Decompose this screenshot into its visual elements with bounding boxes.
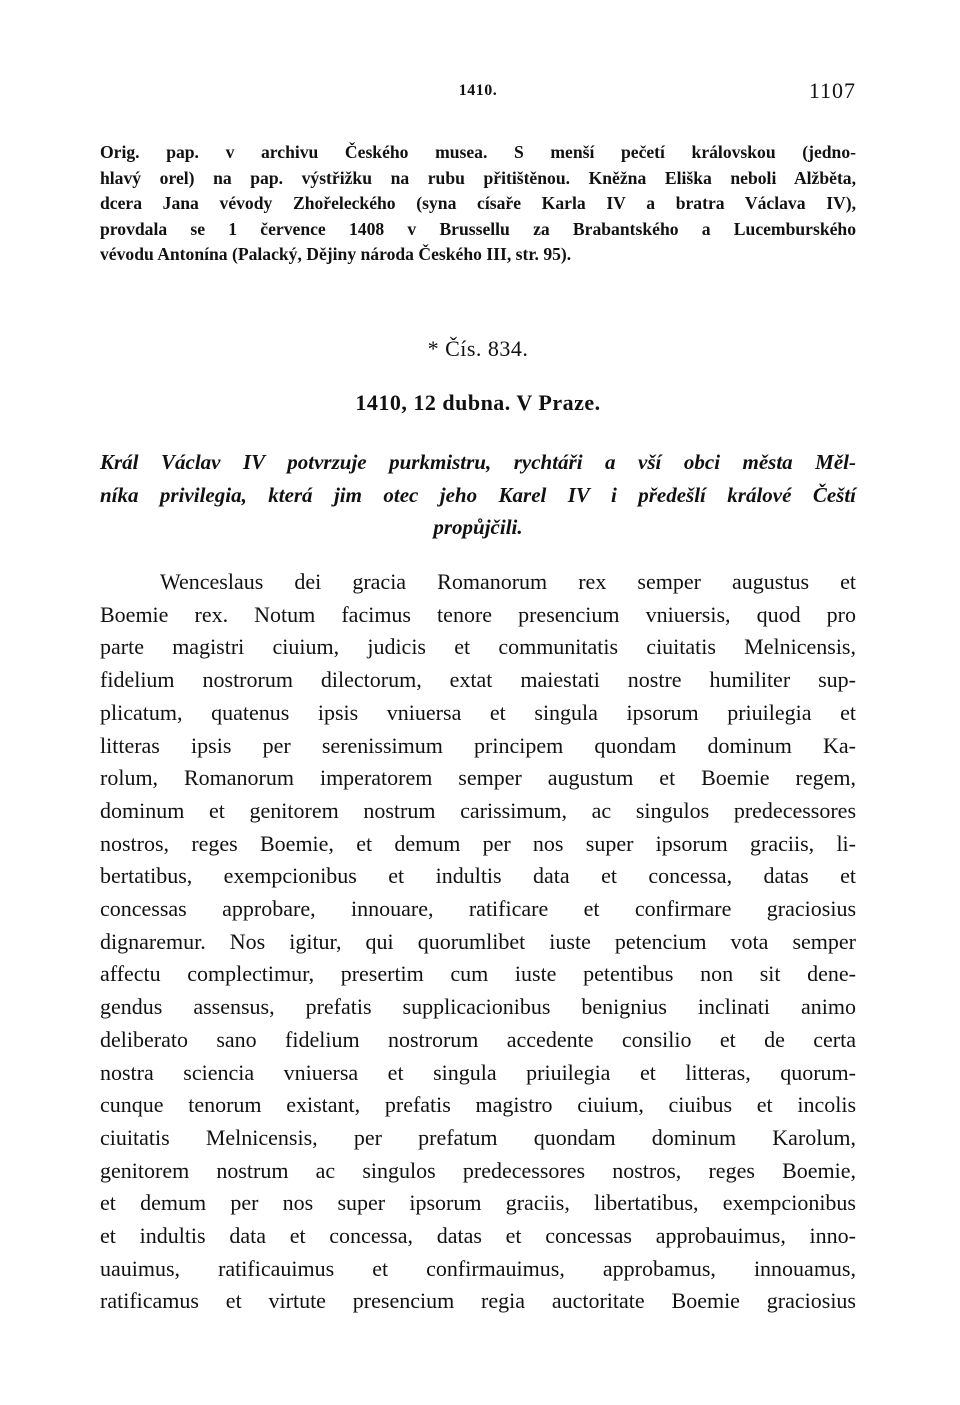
charter-regest xyxy=(100,446,856,544)
charter-date: 1410, 12 dubna. V Praze. xyxy=(355,390,601,415)
running-head-year: 1410. xyxy=(458,82,498,99)
text-line: concessas approbare, innouare, ratificare et confirmare graciosius xyxy=(100,896,856,922)
note-line: provdala se 1 července 1408 v Brussellu za Brabantského a Lucemburského xyxy=(100,218,856,239)
text-line: cunque tenorum existant, prefatis magistro ciuium, ciuibus et incolis xyxy=(100,1092,856,1118)
text-line: gendus assensus, prefatis supplicacionibus benignius inclinati animo xyxy=(100,994,856,1020)
text-line: nostros, reges Boemie, et demum per nos super ipsorum graciis, li- xyxy=(100,830,856,856)
page-number: 1107 xyxy=(808,78,856,103)
text-line: Boemie rex. Notum facimus tenore presencium vniuersis, quod pro xyxy=(100,601,856,627)
text-line: uauimus, ratificauimus et confirmauimus, approbamus, innouamus, xyxy=(100,1255,856,1281)
text-line: ratificamus et virtute presencium regia auctoritate Boemie graciosius xyxy=(100,1288,856,1314)
regest-line: níka privilegia, která jim otec jeho Karel IV i předešlí králové Čeští xyxy=(100,482,856,507)
text-line: bertatibus, exempcionibus et indultis data et concessa, datas et xyxy=(100,863,856,889)
regest-line: propůjčili. xyxy=(433,515,523,539)
note-line: hlavý orel) na pap. výstřižku na rubu přitištěnou. Kněžna Eliška neboli Alžběta, xyxy=(100,167,856,188)
text-line: et demum per nos super ipsorum graciis, libertatibus, exempcionibus xyxy=(100,1190,856,1216)
note-line: dcera Jana vévody Zhořeleckého (syna císaře Karla IV a bratra Václava IV), xyxy=(100,193,856,213)
text-line: ciuitatis Melnicensis, per prefatum quondam dominum Karolum, xyxy=(100,1124,856,1150)
running-head xyxy=(100,78,856,108)
charter-text xyxy=(100,566,856,1318)
regest-line: Král Václav IV potvrzuje purkmistru, rychtáři a vší obci města Měl- xyxy=(100,450,856,474)
text-line: parte magistri ciuium, judicis et communitatis ciuitatis Melnicensis, xyxy=(100,634,856,660)
text-line: plicatum, quatenus ipsis vniuersa et singula ipsorum priuilegia et xyxy=(100,699,856,725)
archival-note xyxy=(100,140,856,268)
text-line: Wenceslaus dei gracia Romanorum rex semper augustus et xyxy=(160,569,856,594)
text-line: nostra sciencia vniuersa et singula priuilegia et litteras, quorum- xyxy=(100,1059,856,1085)
text-line: affectu complectimur, presertim cum iuste petentibus non sit dene- xyxy=(100,961,856,987)
text-line: rolum, Romanorum imperatorem semper augustum et Boemie regem, xyxy=(100,765,856,791)
text-line: fidelium nostrorum dilectorum, extat maiestati nostre humiliter sup- xyxy=(100,667,856,693)
text-line: deliberato sano fidelium nostrorum accedente consilio et de certa xyxy=(100,1026,856,1052)
text-line: litteras ipsis per serenissimum principem quondam dominum Ka- xyxy=(100,732,856,758)
note-line: Orig. pap. v archivu Českého musea. S menší pečetí královskou (jedno- xyxy=(100,142,856,162)
text-line: et indultis data et concessa, datas et concessas approbauimus, inno- xyxy=(100,1223,856,1249)
text-line: genitorem nostrum ac singulos predecessores nostros, reges Boemie, xyxy=(100,1157,856,1183)
text-line: dignaremur. Nos igitur, qui quorumlibet iuste petencium vota semper xyxy=(100,928,856,954)
text-line: dominum et genitorem nostrum carissimum, ac singulos predecessores xyxy=(100,797,856,823)
note-line: vévodu Antonína (Palacký, Dějiny národa Českého III, str. 95). xyxy=(100,244,572,264)
charter-number: * Čís. 834. xyxy=(427,336,529,361)
